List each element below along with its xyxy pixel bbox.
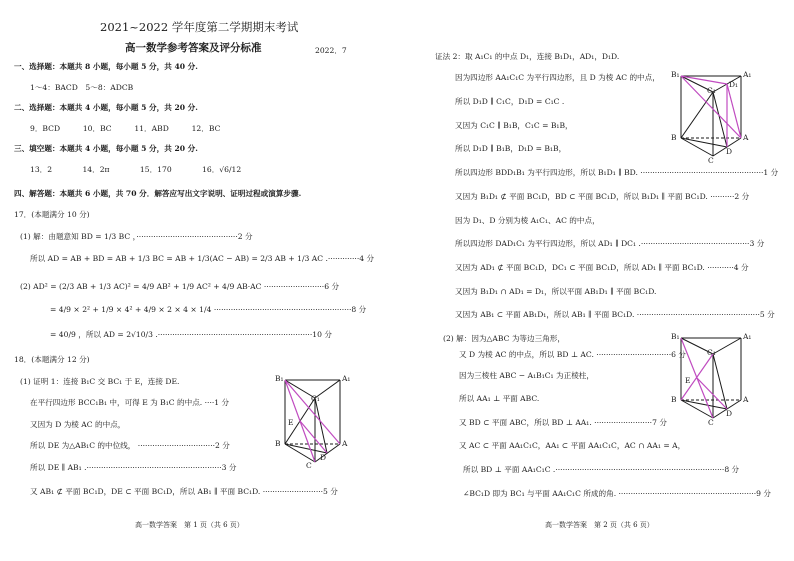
answer-line: 9．BCD 10．BC 11．ABD 12．BC [30, 124, 221, 133]
section-heading: 三、填空题：本题共 4 小题，每小题 5 分，共 20 分. [14, 144, 198, 153]
answer-line: 1～4：BACD 5～8：ADCB [30, 83, 134, 92]
prism-figure-3 [671, 330, 771, 430]
solution-line: 又 AC ⊂ 平面 AA₁C₁C，AA₁ ⊂ 平面 AA₁C₁C，AC ∩ AA₁ = A， [459, 441, 686, 450]
solution-line: (1) 解：由题意知 BD = 1/3 BC ，··········································2 分 [20, 232, 253, 241]
solution-line: 证法 2：取 A₁C₁ 的中点 D₁，连接 B₁D₁，AD₁，D₁D. [435, 52, 620, 61]
section-heading: 四、解答题：本题共 6 小题，共 70 分．解答应写出文字说明、证明过程或演算步骤. [14, 189, 302, 198]
label-B: B [671, 133, 677, 142]
solution-line: 又因为 AD₁ ⊄ 平面 BC₁D，DC₁ ⊂ 平面 BC₁D，所以 AD₁ ∥ 平面 BC₁D. ···········4 分 [455, 263, 749, 272]
label-E: E [685, 376, 691, 385]
solution-line: 所以四边形 BDD₁B₁ 为平行四边形，所以 B₁D₁ ∥ BD. ···················································1 分 [455, 168, 779, 177]
problem-heading: 17．(本题满分 10 分) [14, 210, 90, 219]
section-heading: 一、选择题：本题共 8 小题，每小题 5 分，共 40 分. [14, 62, 198, 71]
label-E: E [288, 418, 294, 427]
label-C: C [306, 461, 312, 470]
solution-line: 又因为 B₁D₁ ⊄ 平面 BC₁D，BD ⊂ 平面 BC₁D，所以 B₁D₁ ∥ 平面 BC₁D. ··········2 分 [455, 192, 750, 201]
solution-line: = 40/9 ，所以 AD = 2√10/3 .································································10 分 [50, 330, 332, 339]
label-D: D [320, 453, 327, 462]
label-B: B [275, 439, 281, 448]
solution-line: 又 D 为棱 AC 的中点，所以 BD ⊥ AC. ·······························6 分 [459, 350, 686, 359]
prism-figure-svg [671, 68, 771, 168]
solution-line: 因为四边形 AA₁C₁C 为平行四边形，且 D 为棱 AC 的中点， [455, 73, 660, 82]
answer-subtitle: 高一数学参考答案及评分标准 [125, 42, 262, 54]
label-C1: C₁ [707, 86, 716, 95]
solution-line: 又因为 B₁D₁ ∩ AD₁ = D₁，所以平面 AB₁D₁ ∥ 平面 BC₁D. [455, 287, 657, 296]
solution-line: ∠BC₁D 即为 BC₁ 与平面 AA₁C₁C 所成的角. ·························································9 分 [463, 489, 771, 498]
solution-line: 所以 AD = AB + BD = AB + 1/3 BC = AB + 1/3(AC − AB) = 2/3 AB + 1/3 AC .·············4 分 [30, 254, 375, 263]
solution-line: 因为 D₁、D 分别为棱 A₁C₁、AC 的中点， [455, 216, 600, 225]
solution-line: (2) 解：因为△ABC 为等边三角形， [443, 334, 565, 343]
label-A: A [342, 439, 348, 448]
page-footer: 高一数学答案 第 1 页（共 6 页） [135, 521, 244, 529]
label-C1: C₁ [707, 348, 716, 357]
exam-title: 2021~2022 学年度第二学期期末考试 [100, 20, 299, 34]
solution-line: 所以 DE 为△AB₁C 的中位线， ································2 分 [30, 441, 230, 450]
label-A1: A₁ [342, 374, 351, 383]
prism-figure-1 [275, 372, 370, 472]
solution-line: 所以 D₁D ∥ C₁C，D₁D = C₁C . [455, 97, 565, 106]
label-B: B [671, 395, 677, 404]
label-A: A [743, 395, 749, 404]
answer-line: 13．2 14．2π 15．170 16．√6/12 [30, 165, 242, 174]
solution-line: 又 BD ⊂ 平面 ABC，所以 BD ⊥ AA₁. ························7 分 [459, 418, 667, 427]
label-A: A [743, 133, 749, 142]
solution-line: 又因为 D 为棱 AC 的中点， [30, 420, 126, 429]
section-heading: 二、选择题：本题共 4 小题，每小题 5 分，共 20 分. [14, 103, 198, 112]
label-B1: B₁ [275, 374, 284, 383]
problem-heading: 18．(本题满分 12 分) [14, 355, 90, 364]
solution-line: 因为三棱柱 ABC − A₁B₁C₁ 为正棱柱， [459, 371, 594, 380]
solution-line: 所以四边形 DAD₁C₁ 为平行四边形，所以 AD₁ ∥ DC₁ .·············································3 分 [455, 239, 765, 248]
page-footer: 高一数学答案 第 2 页（共 6 页） [545, 521, 654, 529]
label-C: C [708, 156, 714, 165]
prism-figure-2 [671, 68, 771, 168]
label-D: D [726, 409, 733, 418]
answer-page-2 [397, 0, 794, 561]
label-A1: A₁ [743, 70, 752, 79]
exam-date: 2022．7 [315, 46, 347, 55]
solution-line: 在平行四边形 BCC₁B₁ 中，可得 E 为 B₁C 的中点. ····1 分 [30, 398, 230, 407]
solution-line: 所以 D₁D ∥ B₁B，D₁D = B₁B， [455, 144, 567, 153]
label-B1: B₁ [671, 332, 680, 341]
label-C1: C₁ [311, 394, 320, 403]
solution-line: 又因为 AB₁ ⊂ 平面 AB₁D₁，所以 AB₁ ∥ 平面 BC₁D. ···················································5 分 [455, 310, 775, 319]
solution-line: (2) AD² = (2/3 AB + 1/3 AC)² = 4/9 AB² + 1/9 AC² + 4/9 AB·AC ·························6 分 [20, 282, 340, 291]
solution-line: 所以 AA₁ ⊥ 平面 ABC. [459, 394, 540, 403]
solution-line: = 4/9 × 2² + 1/9 × 4² + 4/9 × 2 × 4 × 1/4 ·························································8 分 [50, 305, 367, 314]
solution-line: 又因为 C₁C ∥ B₁B，C₁C = B₁B， [455, 121, 573, 130]
label-A1: A₁ [743, 332, 752, 341]
label-D1: D₁ [729, 80, 739, 89]
solution-line: 所以 DE ∥ AB₁ .························································3 分 [30, 463, 237, 472]
solution-line: (1) 证明 1：连接 B₁C 交 BC₁ 于 E，连接 DE. [20, 377, 180, 386]
label-C: C [708, 418, 714, 427]
solution-line: 所以 BD ⊥ 平面 AA₁C₁C .······································································8 分 [463, 465, 740, 474]
label-D: D [726, 147, 733, 156]
solution-line: 又 AB₁ ⊄ 平面 BC₁D，DE ⊂ 平面 BC₁D，所以 AB₁ ∥ 平面 BC₁D. ·························5 分 [30, 487, 338, 496]
label-B1: B₁ [671, 70, 680, 79]
